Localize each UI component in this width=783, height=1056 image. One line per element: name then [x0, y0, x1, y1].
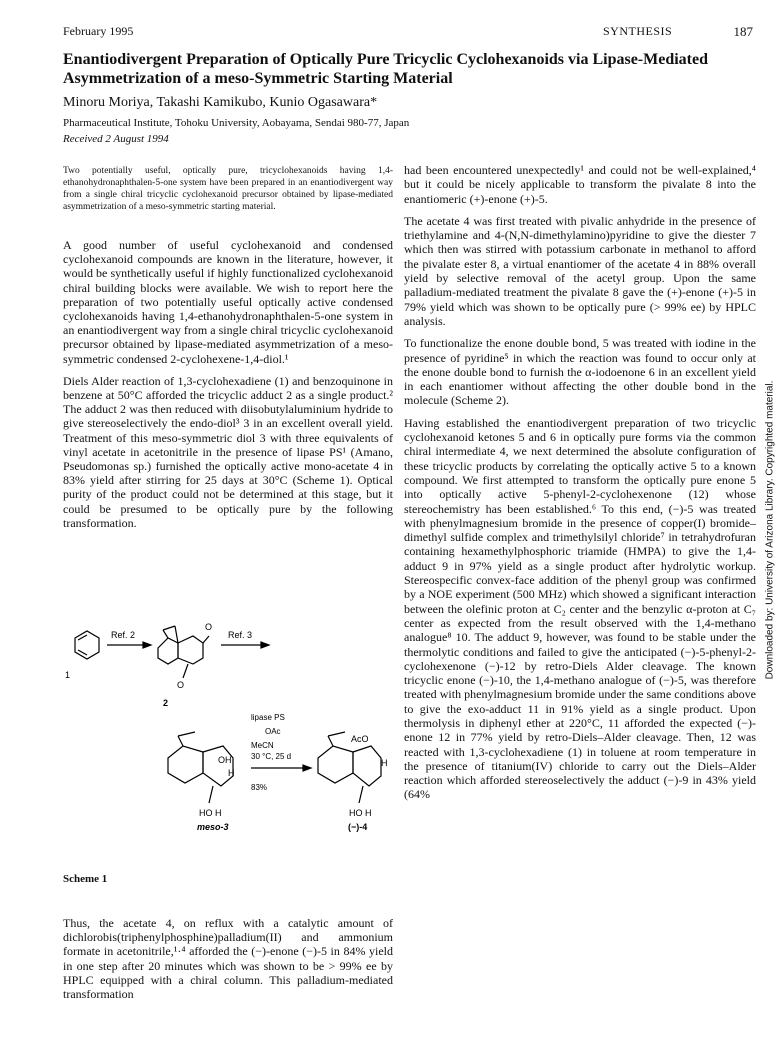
right-column	[404, 163, 756, 810]
ho-h-label: HO H	[199, 808, 222, 818]
article-affiliation: Pharmaceutical Institute, Tohoku University, Aobayama, Sendai 980-77, Japan	[63, 117, 410, 129]
reagent-solvent: MeCN	[251, 741, 274, 750]
h-label: H	[228, 768, 235, 778]
compound-1-label: 1	[65, 670, 71, 680]
reaction-yield: 83%	[251, 783, 268, 792]
scheme-caption: Scheme 1	[63, 873, 108, 885]
oh-label: OH	[218, 755, 232, 765]
acetate-4-structure	[318, 732, 381, 803]
aco-label: AcO	[351, 734, 369, 744]
carbonyl-o-label: O	[205, 622, 213, 632]
header-journal: SYNTHESIS	[603, 24, 673, 38]
header-page-number: 187	[733, 24, 753, 39]
scheme-1-figure	[63, 618, 393, 888]
paragraph: To functionalize the enone double bond, 5 was treated with iodine in the presence of pyridine⁵ in which the reaction was found to occur only at the enone double bond to furnish the α-iodoenone 6 in an excellent yield in each enantiomer without affecting the other double bond in the molecule (Scheme 2).	[404, 336, 756, 408]
paragraph: A good number of useful cyclohexanoid and condensed cyclohexanoid compounds are known in the literature, however, it would be synthetically useful if highly functionalized cyclohexanoid chiral building blocks were available. We wish to report here the preparation of two potentially useful optically active condensed cyclohexanoids having 1,4-ethanohydronaphthalen-5-one system in an enantiodivergent way from a single chiral tricyclic cyclohexanoid precursor obtained by lipase-mediated asymmetrization of a meso-symmetric condensed 2-cyclohexene-1,4-diol.¹	[63, 238, 393, 366]
compound-4-label: (−)-4	[348, 822, 368, 832]
article-title: Enantiodivergent Preparation of Optically Pure Tricyclic Cyclohexanoids via Lipase-Mediated Asymmetrization of a meso-Symmetric Starting Material	[63, 51, 708, 87]
reagent-conditions: 30 °C, 25 d	[251, 752, 292, 761]
paragraph: Thus, the acetate 4, on reflux with a catalytic amount of dichlorobis(triphenylphosphine)palladium(II) and ammonium formate in acetonitrile,¹·⁴ afforded the (−)-enone (−)-5 in 84% yield in one step after 20 minutes which was shown to be > 99% ee by HPLC equipped with a chiral column. This palladium-mediated transformation	[63, 916, 393, 1002]
h-label: H	[381, 758, 388, 768]
paragraph: Having established the enantiodivergent preparation of two tricyclic cyclohexanoid ketones 5 and 6 in optically pure forms via the common chiral intermediate 4, we next determined the absolute configuration of these tricyclic products by correlating the optically active 5 to a known compound. We first attempted to transform the optically pure enone 5 into optically active 5-phenyl-2-cyclohexenone (12) whose stereochemistry has been established.⁶ To this end, (−)-5 was treated with phenylmagnesium bromide in the presence of copper(I) bromide–dimethyl sulfide complex and trimethylsilyl chloride⁷ in tetrahydrofuran containing hexamethylphosphoric triamide (HMPA) to give the 1,4-adduct 9 in 97% yield as a single product after hydrolytic workup. Stereospecific convex-face addition of the phenyl group was confirmed by a NOE experiment (500 MHz) which showed a significant interaction between the olefinic proton at C₂ center and the benzylic α-proton at C₇ center as expected from the result observed with the 1,4-methano analogue⁸ 10. The adduct 9, however, was found to be stable under the thermolytic conditions and failed to give the anticipated (−)-5-phenyl-2-cyclohexenone (−)-12 by retro-Diels Alder cleavage. The known tricyclic enone (−)-10, the 1,4-methano analogue of (−)-5, was therefore treated with phenylmagnesium bromide under the same conditions above to give the exo-adduct 11 in 91% yield as a single product. Upon thermolysis in diphenyl ether at 220°C, 11 afforded the expected (−)-enone 12 in 77% yield by retro-Diels–Alder cleavage. Then, 12 was reacted with 1,3-cyclohexadiene (1) in toluene at room temperature in the presence of titanium(IV) chloride to carry out the Diels–Alder reaction which afforded stereoselectively the adduct (−)-9 in 43% yield (64%	[404, 415, 756, 802]
paragraph: Diels Alder reaction of 1,3-cyclohexadiene (1) and benzoquinone in benzene at 50°C afforded the tricyclic adduct 2 as a single product.² The adduct 2 was then reduced with diisobutylaluminium hydride to give stereoselectively the endo-diol³ 3 in an excellent overall yield. Treatment of this meso-symmetric diol 3 with three equivalents of vinyl acetate in acetonitrile in the presence of lipase PS¹ (Amano, Pseudomonas sp.) furnished the optically active mono-acetate 4 in 83% yield after stirring for 25 days at 30°C (Scheme 1). Optical purity of the product could not be determined at this stage, but it could be presumed to be optically pure by the following transformation.	[63, 373, 393, 530]
abstract: Two potentially useful, optically pure, tricyclohexanoids having 1,4-ethanohydronaphthalen-5-one system have been prepared in an enantiodivergent way from a single chiral tricyclic cyclohexanoid precursor obtained by lipase-mediated asymmetrization of a meso-symmetric starting material.	[63, 166, 393, 212]
header-date: February 1995	[63, 24, 134, 38]
article-authors: Minoru Moriya, Takashi Kamikubo, Kunio Ogasawara*	[63, 95, 378, 110]
reagent-lipase: lipase PS	[251, 713, 285, 722]
ref-2-label: Ref. 2	[111, 630, 136, 640]
compound-2-label: 2	[163, 698, 169, 708]
adduct-2-structure	[158, 626, 209, 678]
ho-h-label: HO H	[349, 808, 372, 818]
meso-3-structure	[168, 732, 233, 803]
carbonyl-o-label: O	[177, 680, 185, 690]
download-notice-text: Downloaded by: University of Arizona Library. Copyrighted material.	[764, 380, 776, 680]
reagent-vinyl-acetate: OAc	[265, 727, 281, 736]
paragraph: had been encountered unexpectedly¹ and could not be well-explained,⁴ but it could be nicely applicable to transform the pivalate 8 into the enantiomeric (+)-enone (+)-5.	[404, 163, 756, 206]
meso-3-label: meso-3	[197, 822, 229, 832]
received-date: Received 2 August 1994	[63, 133, 169, 145]
left-column-bottom	[63, 916, 393, 1009]
download-notice	[763, 370, 777, 690]
ref-3-label: Ref. 3	[228, 630, 253, 640]
paragraph: The acetate 4 was first treated with pivalic anhydride in the presence of triethylamine and 4-(N,N-dimethylamino)pyridine to give the diester 7 which then was stirred with potassium carbonate in methanol to afford the pivalate ester 8, a virtual enantiomer of the acetate 4 in 88% overall yield by selective removal of the acetyl group. Upon the same palladium-mediated treatment the pivalate 8 gave the (+)-enone (+)-5 in 79% yield which was shown to be optically pure (> 99% ee) by HPLC analysis.	[404, 213, 756, 328]
left-column	[63, 238, 393, 538]
